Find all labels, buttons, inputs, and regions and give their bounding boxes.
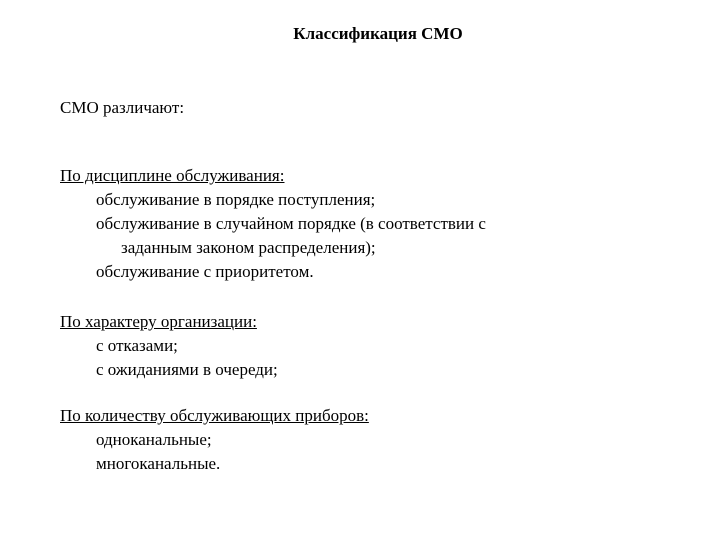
list-item-continuation: заданным законом распределения); bbox=[121, 238, 376, 257]
intro-text: СМО различают: bbox=[60, 98, 185, 117]
list-item: многоканальные. bbox=[96, 454, 221, 473]
list-item: с отказами; bbox=[96, 336, 178, 355]
section-list bbox=[60, 334, 278, 382]
list-item bbox=[60, 212, 486, 260]
section-organization-type bbox=[60, 310, 278, 382]
list-item: с ожиданиями в очереди; bbox=[96, 360, 278, 379]
section-heading: По характеру организации: bbox=[60, 312, 257, 331]
section-device-count bbox=[60, 404, 369, 476]
section-heading: По дисциплине обслуживания: bbox=[60, 166, 285, 185]
section-service-discipline bbox=[60, 164, 486, 284]
list-item: обслуживание с приоритетом. bbox=[96, 262, 314, 281]
list-item: одноканальные; bbox=[96, 430, 212, 449]
section-list bbox=[60, 428, 369, 476]
page-title: Классификация СМО bbox=[293, 24, 463, 43]
list-item: обслуживание в порядке поступления; bbox=[96, 190, 376, 209]
list-item-text: обслуживание в случайном порядке (в соответствии с bbox=[96, 214, 486, 233]
section-list bbox=[60, 188, 486, 284]
section-heading: По количеству обслуживающих приборов: bbox=[60, 406, 369, 425]
